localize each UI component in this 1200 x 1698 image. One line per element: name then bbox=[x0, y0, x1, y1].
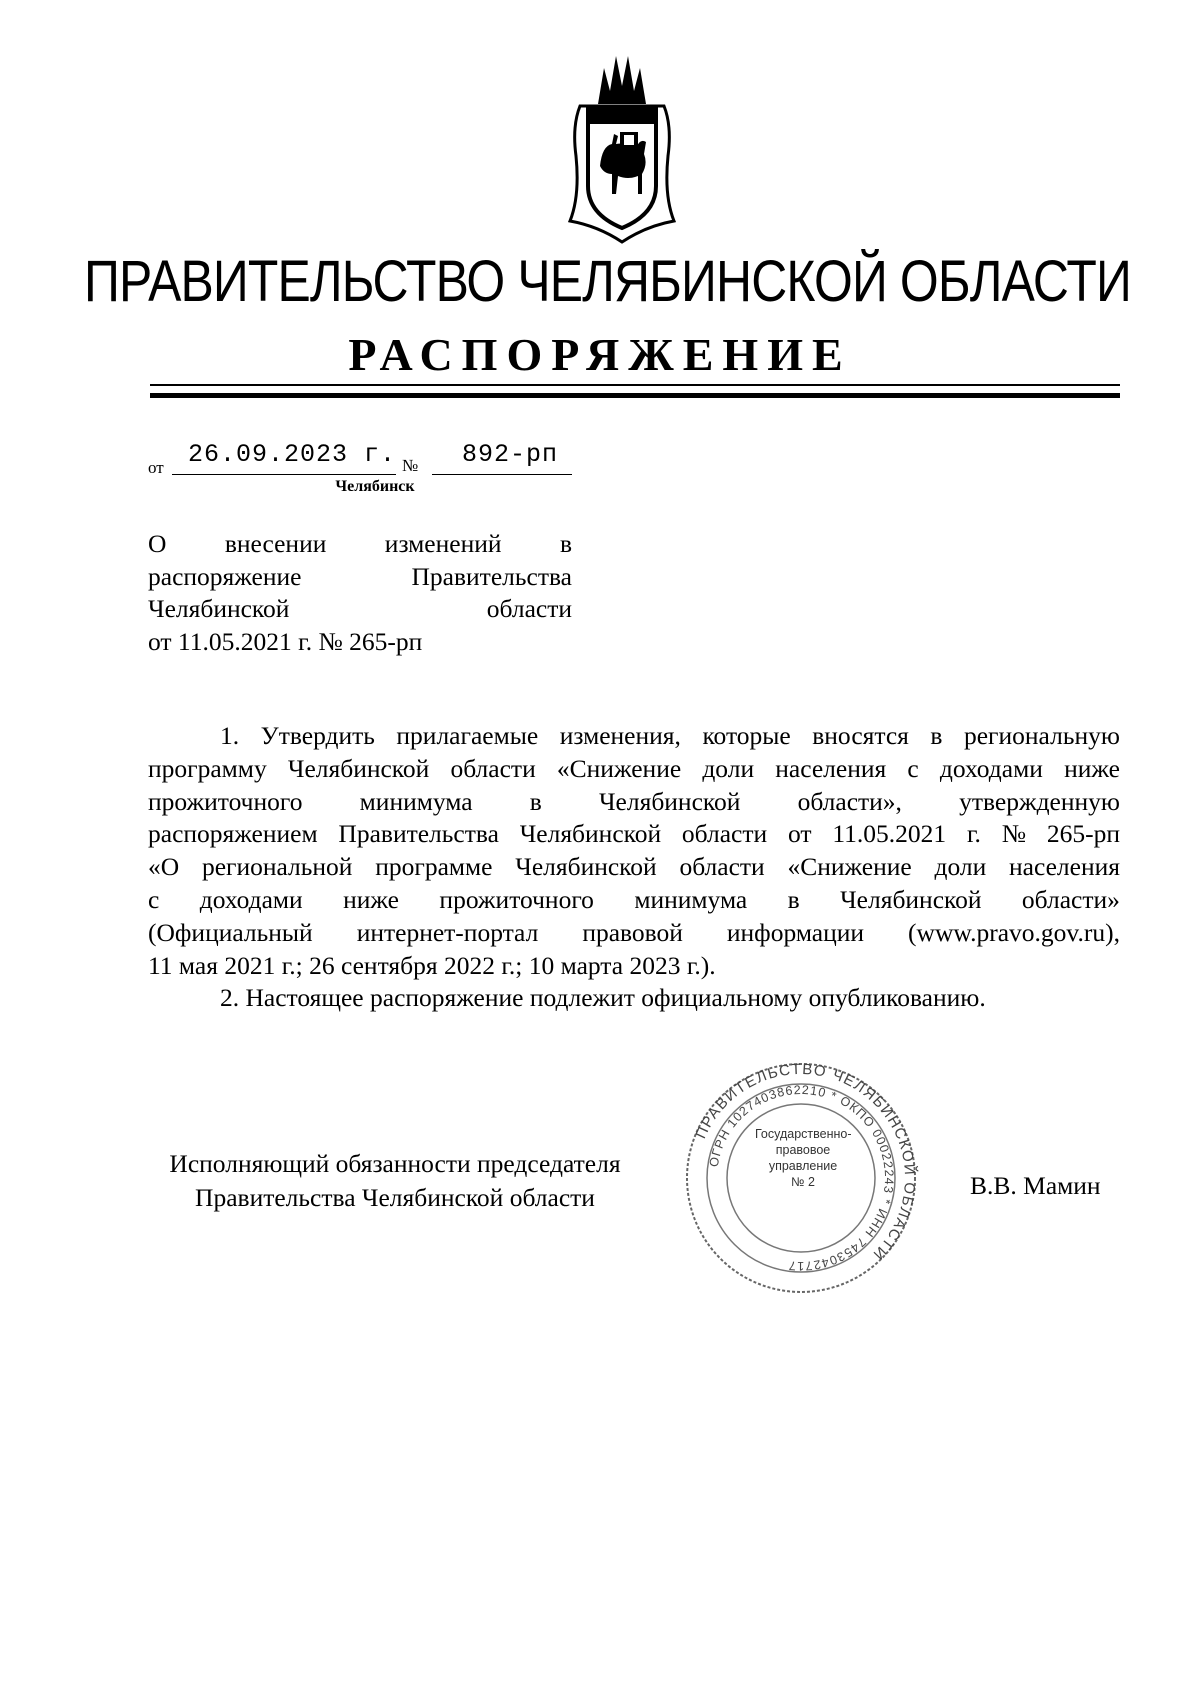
document-body bbox=[148, 720, 1120, 1015]
body-line: 1. Утвердить прилагаемые изменения, которые вносятся в региональную bbox=[220, 721, 1120, 750]
number-underline bbox=[432, 474, 572, 475]
body-line: 11 мая 2021 г.; 26 сентября 2022 г.; 10 марта 2023 г.). bbox=[148, 950, 716, 980]
subject-line: О внесении изменений в bbox=[148, 529, 572, 558]
header-rule-thin bbox=[150, 384, 1120, 386]
date-underline bbox=[172, 474, 396, 475]
number-label: № bbox=[402, 456, 419, 475]
document-date: 26.09.2023 г. bbox=[188, 440, 397, 469]
body-line: «О региональной программе Челябинской области «Снижение доли населения bbox=[148, 852, 1120, 882]
document-number: 892-рп bbox=[462, 440, 559, 469]
body-line: программу Челябинской области «Снижение доли населения с доходами ниже bbox=[148, 753, 1120, 783]
body-line: с доходами ниже прожиточного минимума в Челябинской области» bbox=[148, 884, 1120, 914]
signatory-name: В.В. Мамин bbox=[970, 1171, 1101, 1200]
city-name: Челябинск bbox=[335, 478, 415, 495]
organization-title: ПРАВИТЕЛЬСТВО ЧЕЛЯБИНСКОЙ ОБЛАСТИ bbox=[84, 249, 1132, 314]
header-rule-thick bbox=[150, 393, 1120, 398]
document-type-title: РАСПОРЯЖЕНИЕ bbox=[348, 329, 852, 380]
signatory-position: Исполняющий обязанности председателя Правительства Челябинской области bbox=[169, 1149, 621, 1212]
document-subject bbox=[148, 528, 572, 658]
subject-line: от 11.05.2021 г. № 265-рп bbox=[148, 626, 423, 656]
body-line: (Официальный интернет-портал правовой информации (www.pravo.gov.ru), bbox=[148, 917, 1120, 947]
body-line: распоряжением Правительства Челябинской области от 11.05.2021 г. № 265-рп bbox=[148, 819, 1120, 849]
subject-line: Челябинской области bbox=[148, 594, 572, 623]
stamp-ring-text: ОГРН 1027403862210 * ОКПО 00022243 * ИНН 7453042717 bbox=[706, 1082, 897, 1274]
coat-of-arms-icon bbox=[558, 46, 686, 246]
body-line: прожиточного минимума в Челябинской области», утвержденную bbox=[148, 786, 1120, 816]
stamp-outer-text: ПРАВИТЕЛЬСТВО ЧЕЛЯБИНСКОЙ ОБЛАСТИ bbox=[692, 1060, 919, 1264]
stamp-center-text: Государственно- правовое управление № 2 bbox=[755, 1127, 852, 1189]
body-paragraph-2: 2. Настоящее распоряжение подлежит официальному опубликованию. bbox=[220, 983, 986, 1013]
subject-line: распоряжение Правительства bbox=[148, 561, 572, 591]
date-label: от bbox=[148, 458, 164, 477]
